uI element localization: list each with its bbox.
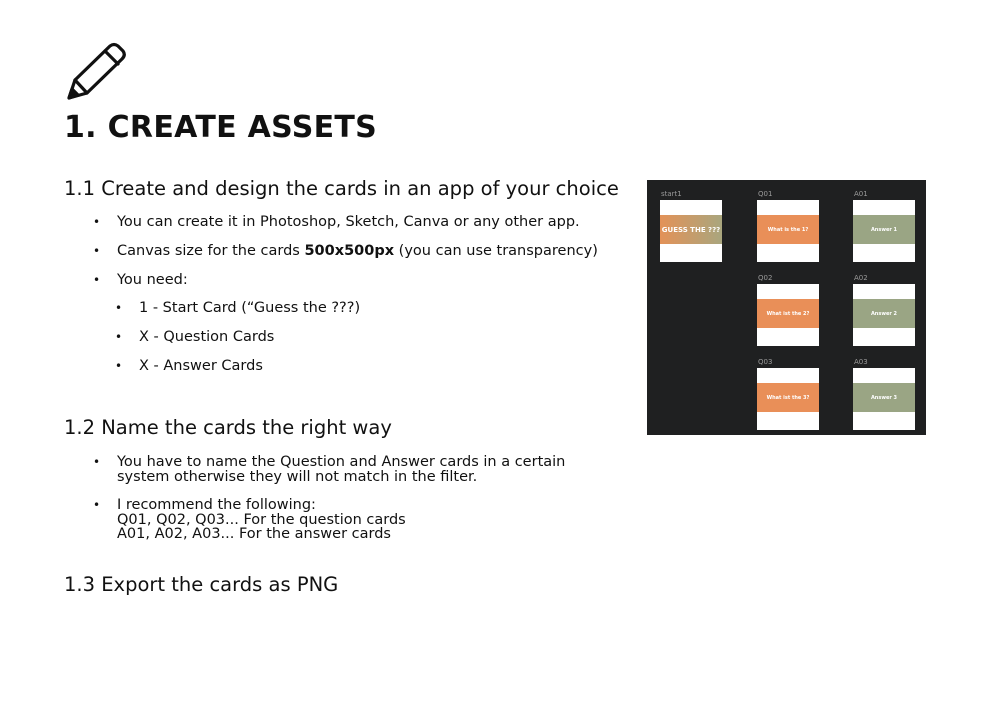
answer-card-a03 xyxy=(853,368,915,430)
question-card-q02 xyxy=(757,284,819,346)
card-label-q01: Q01 xyxy=(758,190,773,198)
card-label-a03: A03 xyxy=(854,358,868,366)
card-label-a02: A02 xyxy=(854,274,868,282)
answer-card-a02 xyxy=(853,284,915,346)
question-card-band: What ist the 3? xyxy=(757,383,819,412)
pencil-icon xyxy=(64,42,128,102)
question-card-band: What is the 1? xyxy=(757,215,819,244)
naming-bullet-list xyxy=(93,455,613,542)
create-bullet-list xyxy=(93,215,613,288)
page-title: 1. CREATE ASSETS xyxy=(64,110,378,145)
card-label-start1: start1 xyxy=(661,190,682,198)
answer-card-band: Answer 3 xyxy=(853,383,915,412)
bullet-you-need: • You need: xyxy=(93,273,613,288)
bullet-recommendation: • I recommend the following: Q01, Q02, Q03... For the question cards A01, A02, A03... For the answer cards xyxy=(93,498,613,542)
question-card-band: What ist the 2? xyxy=(757,299,819,328)
question-card-q01 xyxy=(757,200,819,262)
card-label-q02: Q02 xyxy=(758,274,773,282)
answer-card-band: Answer 2 xyxy=(853,299,915,328)
start-card-band: GUESS THE ??? xyxy=(660,215,722,244)
needs-sub-list xyxy=(115,301,360,374)
answer-card-a01 xyxy=(853,200,915,262)
bullet-canvas-size: • Canvas size for the cards 500x500px (you can use transparency) xyxy=(93,244,613,259)
start-card xyxy=(660,200,722,262)
sub-bullet-start-card: • 1 - Start Card (“Guess the ???) xyxy=(115,301,360,316)
card-label-a01: A01 xyxy=(854,190,868,198)
sub-bullet-answer-cards: • X - Answer Cards xyxy=(115,359,360,374)
bullet-naming-system: • You have to name the Question and Answer cards in a certain system otherwise they will not match in the filter. xyxy=(93,455,613,484)
answer-card-band: Answer 1 xyxy=(853,215,915,244)
section-heading-naming: 1.2 Name the cards the right way xyxy=(64,416,392,439)
card-label-q03: Q03 xyxy=(758,358,773,366)
bullet-apps: • You can create it in Photoshop, Sketch, Canva or any other app. xyxy=(93,215,613,230)
question-card-q03 xyxy=(757,368,819,430)
sub-bullet-question-cards: • X - Question Cards xyxy=(115,330,360,345)
cards-preview-panel xyxy=(647,180,926,435)
section-heading-export: 1.3 Export the cards as PNG xyxy=(64,573,339,596)
section-heading-create: 1.1 Create and design the cards in an app of your choice xyxy=(64,177,619,200)
